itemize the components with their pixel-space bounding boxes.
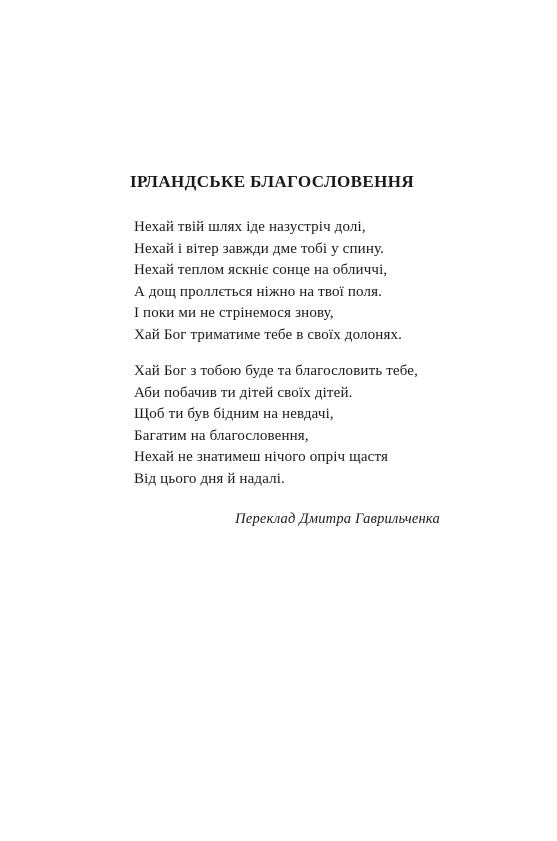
poem-line: Нехай і вітер завжди дме тобі у спину. [134, 240, 385, 257]
poem-line: Нехай теплом яскніє сонце на обличчі, [134, 262, 388, 278]
poem-line: Нехай не знатимеш нічого опріч щастя [134, 449, 388, 465]
poem-line: І поки ми не стрінемося знову, [134, 305, 334, 321]
poem-title: ІРЛАНДСЬКЕ БЛАГОСЛОВЕННЯ [130, 172, 415, 191]
poem-line: Хай Бог триматиме тебе в своїх долонях. [134, 326, 403, 343]
poem-line: Аби побачив ти дітей своїх дітей. [134, 384, 353, 401]
poem-line: Щоб ти був бідним на невдачі, [134, 406, 334, 422]
poem-line: Багатим на благословення, [134, 427, 309, 444]
poem-line: Нехай твій шлях іде назустріч долі, [134, 219, 366, 235]
poem-line: А дощ проллється ніжно на твої поля. [134, 283, 383, 300]
poem-stanza-2 [134, 361, 418, 490]
translator-credit: Переклад Дмитра Гаврильченка [235, 511, 440, 527]
poem-stanza-1 [134, 217, 402, 346]
poem-line: Хай Бог з тобою буде та благословить тебе, [134, 363, 419, 379]
poem-line: Від цього дня й надалі. [134, 470, 285, 487]
